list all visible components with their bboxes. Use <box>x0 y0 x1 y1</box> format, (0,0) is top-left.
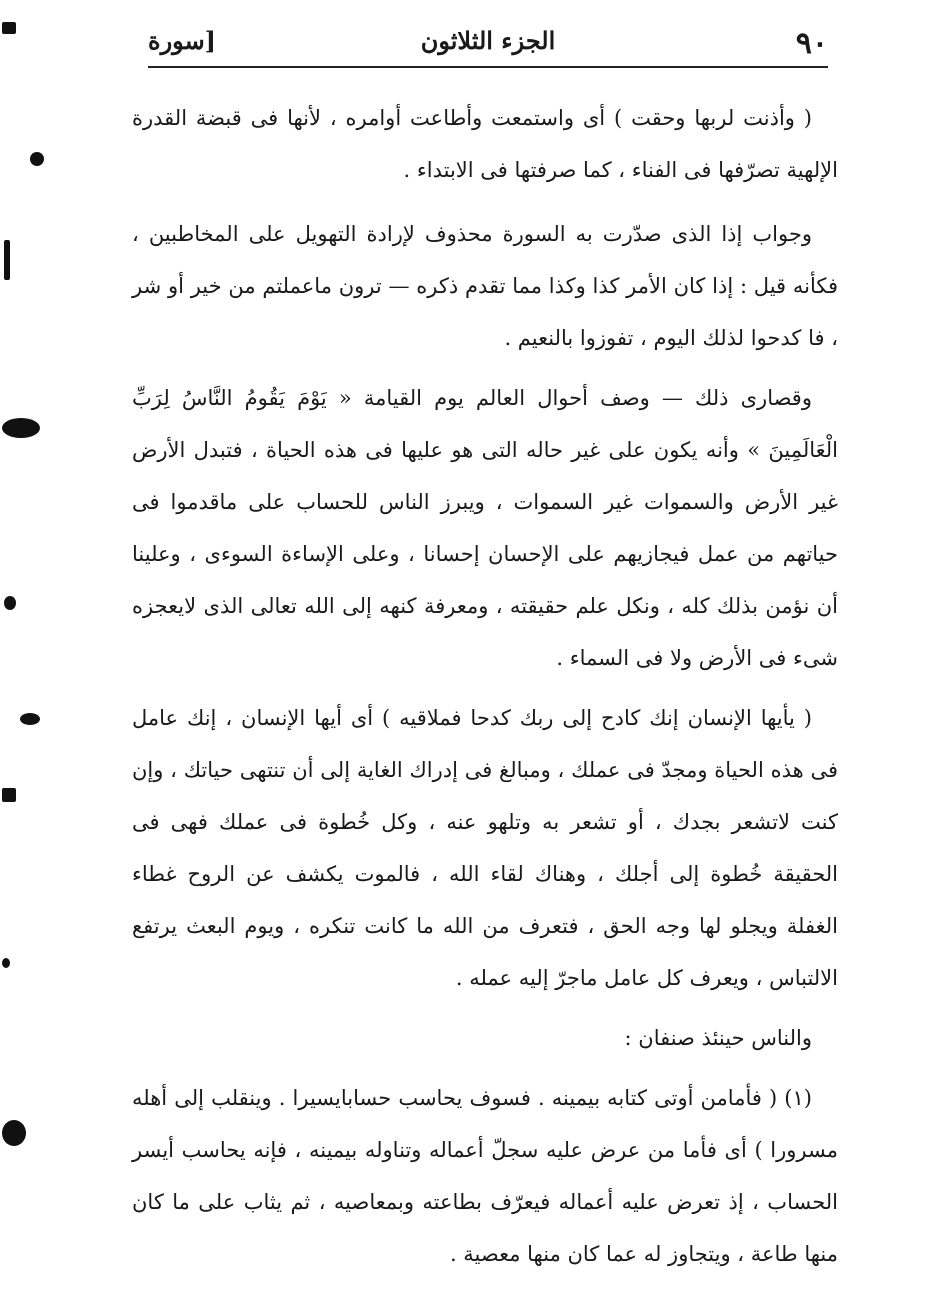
scan-mark <box>2 418 40 438</box>
scan-mark <box>2 958 10 968</box>
paragraph: وجواب إذا الذى صدّرت به السورة محذوف لإرادة التهويل على المخاطبين ، فكأنه قيل : إذا كان الأمر كذا وكذا مما تقدم ذكره — ترون ماعملتم من خير أو شر ، فا كدحوا لذلك اليوم ، تفوزوا بالنعيم . <box>132 222 838 350</box>
header-rule <box>148 66 828 68</box>
chapter-tag: [سورة <box>148 26 217 55</box>
running-title: الجزء الثلاثون <box>420 26 556 55</box>
paragraph: وقصارى ذلك — وصف أحوال العالم يوم القيامة « يَوْمَ يَقُومُ النَّاسُ لِرَبِّ الْعَالَمِينَ » وأنه يكون على غير حاله التى هو عليها فى هذه الحياة ، فتبدل الأرض غير الأرض والسموات غير السموات ، ويبرز الناس للحساب على ماقدموا فى حياتهم من عمل فيجازيهم على الإحسان إحسانا ، وعلى الإساءة السوءى ، وعلينا أن نؤمن بذلك كله ، ونكل علم حقيقته ، ومعرفة كنهه إلى الله تعالى الذى لايعجزه شىء فى الأرض ولا فى السماء . <box>132 386 838 670</box>
scan-mark <box>2 788 16 802</box>
body-text <box>132 92 838 1288</box>
scan-mark <box>4 240 10 280</box>
paragraph: (١) ( فأمامن أوتى كتابه بيمينه . فسوف يحاسب حسابايسيرا . وينقلب إلى أهله مسرورا ) أى فأما من عرض عليه سجلّ أعماله وتناوله بيمينه ، فإنه يحاسب أيسر الحساب ، إذ تعرض عليه أعماله فيعرّف بطاعته وبمعاصيه ، ثم يثاب على ما كان منها طاعة ، ويتجاوز له عما كان منها معصية . <box>132 1086 838 1266</box>
paragraph: ( وأذنت لربها وحقت ) أى واستمعت وأطاعت أوامره ، لأنها فى قبضة القدرة الإلهية تصرّفها فى الفناء ، كما صرفتها فى الابتداء . <box>132 106 838 182</box>
paragraph: ( يأيها الإنسان إنك كادح إلى ربك كدحا فملاقيه ) أى أيها الإنسان ، إنك عامل فى هذه الحياة ومجدّ فى عملك ، ومبالغ فى إدراك الغاية إلى أن تنتهى حياتك ، وإن كنت لاتشعر بجدك ، أو تشعر به وتلهو عنه ، وكل خُطوة فى عملك فهى فى الحقيقة خُطوة إلى أجلك ، وهناك لقاء الله ، فالموت يكشف عن الروح غطاء الغفلة ويجلو لها وجه الحق ، فتعرف من الله ما كانت تنكره ، ويوم البعث يرتفع الالتباس ، ويعرف كل عامل ماجرّ إليه عمله . <box>132 706 838 990</box>
page-header <box>148 22 828 68</box>
page-number: ٩٠ <box>795 26 828 61</box>
paragraph: والناس حينئذ صنفان : <box>624 1026 812 1050</box>
scan-mark <box>30 152 44 166</box>
scan-mark <box>20 713 40 725</box>
scan-mark <box>2 1120 26 1146</box>
scan-mark <box>2 22 16 34</box>
scan-mark <box>4 596 16 610</box>
